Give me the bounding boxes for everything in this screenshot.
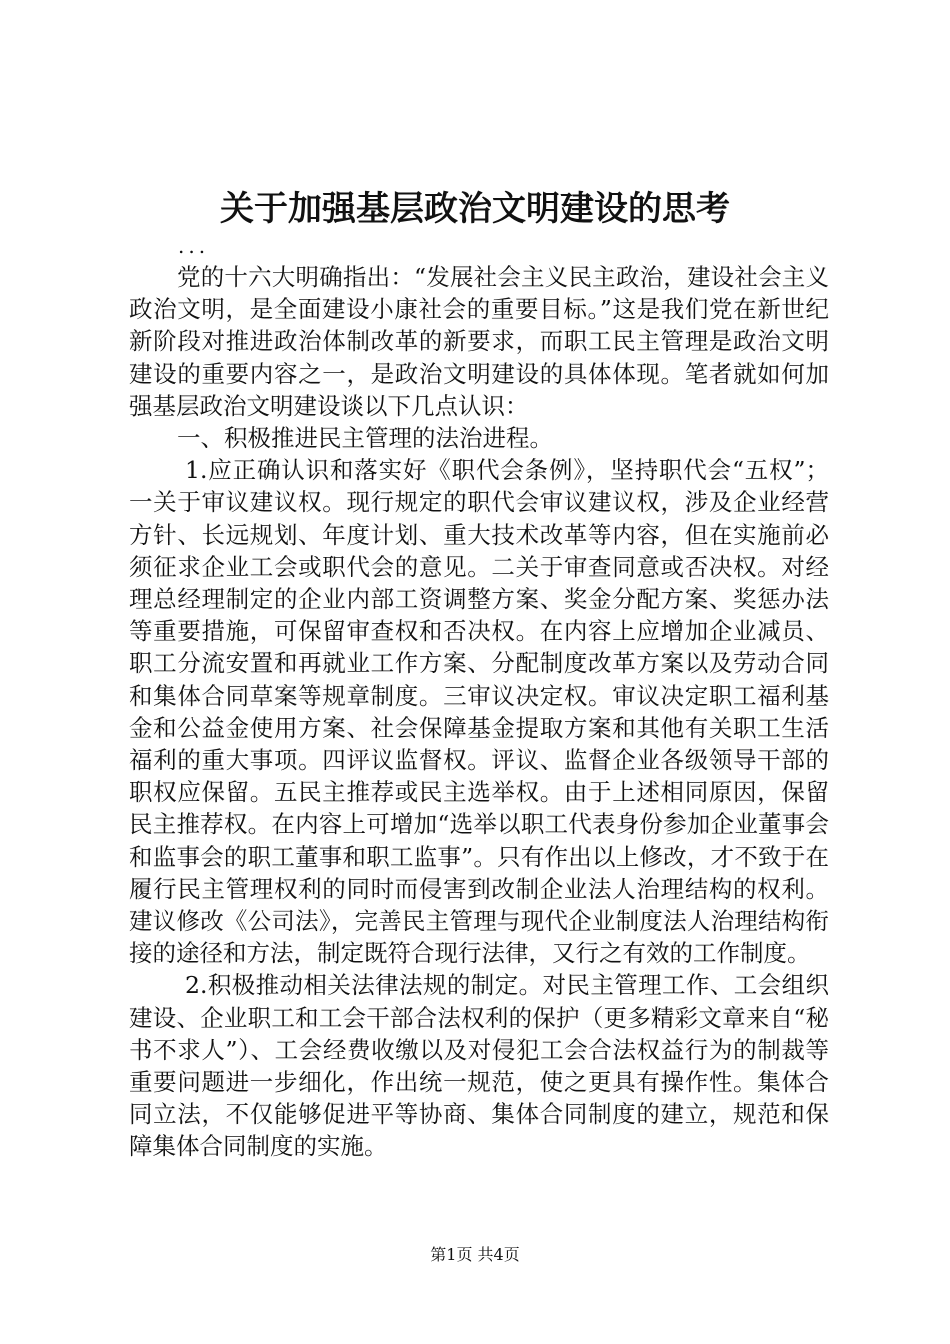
document-title: 关于加强基层政治文明建设的思考 — [220, 189, 730, 229]
intro-paragraph: 党的十六大明确指出：“发展社会主义民主政治，建设社会主义政治文明，是全面建设小康社会的重要目标。”这是我们党在新世纪新阶段对推进政治体制改革的新要求，而职工民主管理是政治文明建设的重要内容之一，是政治文明建设的具体体现。笔者就如何加强基层政治文明建设谈以下几点认识： — [129, 263, 829, 420]
document-body — [129, 261, 829, 1163]
section-heading: 一、积极推进民主管理的法治进程。 — [177, 424, 553, 453]
page-footer: 第1页 共4页 — [430, 1245, 520, 1264]
ellipsis-mark: ... — [178, 234, 210, 258]
point-two-paragraph: 2.积极推动相关法律法规的制定。对民主管理工作、工会组织建设、企业职工和工会干部合法权利的保护（更多精彩文章来自“秘书不求人”）、工会经费收缴以及对侵犯工会合法权益行为的制裁等重要问题进一步细化，作出统一规范，使之更具有操作性。集体合同立法，不仅能够促进平等协商、集体合同制度的建立，规范和保障集体合同制度的实施。 — [129, 971, 829, 1161]
point-one-paragraph: 1.应正确认识和落实好《职代会条例》，坚持职代会“五权”；一关于审议建议权。现行规定的职代会审议建议权，涉及企业经营方针、长远规划、年度计划、重大技术改革等内容，但在实施前必须征求企业工会或职代会的意见。二关于审查同意或否决权。对经理总经理制定的企业内部工资调整方案、奖金分配方案、奖惩办法等重要措施，可保留审查权和否决权。在内容上应增加企业减员、职工分流安置和再就业工作方案、分配制度改革方案以及劳动合同和集体合同草案等规章制度。三审议决定权。审议决定职工福利基金和公益金使用方案、社会保障基金提取方案和其他有关职工生活福利的重大事项。四评议监督权。评议、监督企业各级领导干部的职权应保留。五民主推荐或民主选举权。由于上述相同原因，保留民主推荐权。在内容上可增加“选举以职工代表身份参加企业董事会和监事会的职工董事和职工监事”。只有作出以上修改，才不致于在履行民主管理权利的同时而侵害到改制企业法人治理结构的权利。建议修改《公司法》，完善民主管理与现代企业制度法人治理结构衔接的途径和方法，制定既符合现行法律，又行之有效的工作制度。 — [129, 456, 829, 968]
